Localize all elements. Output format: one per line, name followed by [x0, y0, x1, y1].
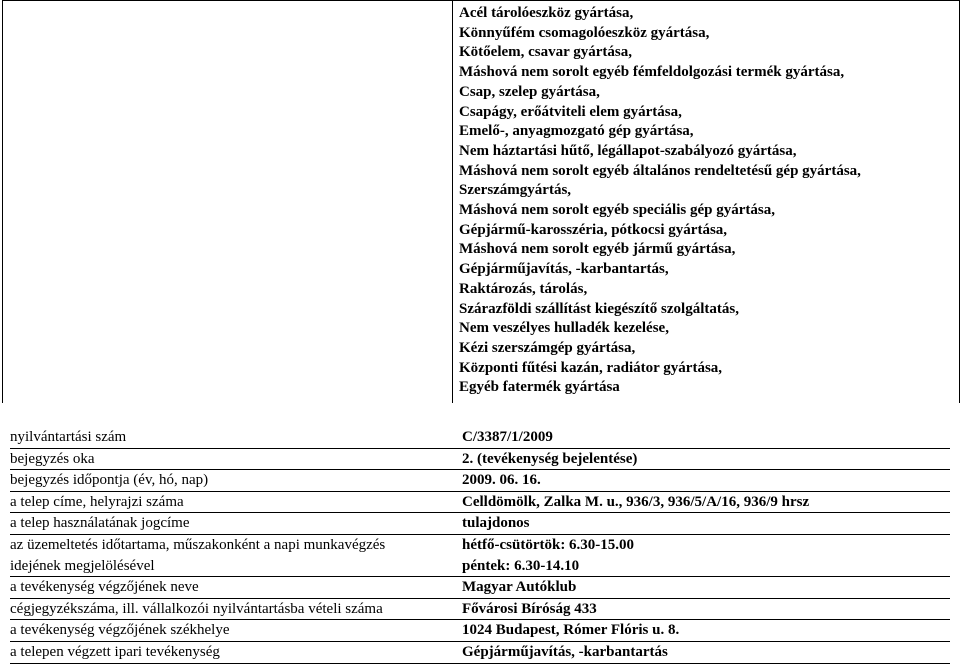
activity-item: Máshová nem sorolt egyéb általános rendeltetésű gép gyártása, [459, 162, 861, 179]
industrial-activity-value: Gépjárműjavítás, -karbantartás [459, 641, 950, 663]
activity-item: Szerszámgyártás, [459, 182, 572, 199]
company-reg-no-value: Fővárosi Bíróság 433 [459, 598, 950, 620]
activity-item: Kézi szerszámgép gyártása, [459, 339, 636, 356]
site-title-value: tulajdonos [459, 513, 950, 535]
registration-number-label: nyilvántartási szám [10, 427, 459, 448]
activity-item: Egyéb fatermék gyártása [459, 379, 620, 396]
operating-hours-label-line1: az üzemeltetés időtartama, műszakonként a napi munkavégzés [10, 536, 386, 553]
activity-item: Központi fűtési kazán, radiátor gyártása, [459, 359, 723, 376]
registry-row-site-title [10, 513, 950, 535]
activity-item: Raktározás, tárolás, [459, 280, 588, 297]
activity-item: Acél tárolóeszköz gyártása, [459, 5, 634, 21]
site-title-label: a telep használatának jogcíme [10, 513, 459, 535]
activity-table [2, 0, 960, 403]
registration-number-value: C/3387/1/2009 [459, 427, 950, 448]
operating-hours-value-line1: hétfő-csütörtök: 6.30-15.00 [462, 536, 635, 553]
activity-item: Könnyűfém csomagolóeszköz gyártása, [459, 24, 710, 41]
activity-item: Máshová nem sorolt egyéb jármű gyártása, [459, 241, 736, 258]
registry-row-operating-hours [10, 534, 950, 555]
activity-item: Máshová nem sorolt egyéb speciális gép gyártása, [459, 202, 775, 219]
registry-row-operator-seat [10, 620, 950, 642]
activity-item: Gépjármű-karosszéria, pótkocsi gyártása, [459, 221, 728, 238]
registry-row-site-address [10, 491, 950, 513]
entry-reason-value: 2. (tevékenység bejelentése) [459, 448, 950, 470]
entry-reason-label: bejegyzés oka [10, 448, 459, 470]
site-address-label: a telep címe, helyrajzi száma [10, 491, 459, 513]
registry-row-operating-hours-cont [10, 556, 950, 577]
operator-name-value: Magyar Autóklub [459, 577, 950, 599]
activity-label-cell [3, 1, 453, 403]
operator-name-label: a tevékenység végzőjének neve [10, 577, 459, 599]
entry-date-value: 2009. 06. 16. [459, 470, 950, 492]
site-address-value: Celldömölk, Zalka M. u., 936/3, 936/5/A/16, 936/9 hrsz [459, 491, 950, 513]
registry-row-operator-name [10, 577, 950, 599]
operator-seat-value: 1024 Budapest, Rómer Flóris u. 8. [459, 620, 950, 642]
activity-item: Emelő-, anyagmozgató gép gyártása, [459, 123, 694, 140]
activity-item: Csap, szelep gyártása, [459, 83, 600, 100]
operator-seat-label: a tevékenység végzőjének székhelye [10, 620, 459, 642]
activity-item: Gépjárműjavítás, -karbantartás, [459, 261, 669, 278]
activity-item: Máshová nem sorolt egyéb fémfeldolgozási termék gyártása, [459, 64, 845, 81]
entry-date-label: bejegyzés időpontja (év, hó, nap) [10, 470, 459, 492]
registry-row-company-reg-no [10, 598, 950, 620]
activity-item: Szárazföldi szállítást kiegészítő szolgáltatás, [459, 300, 739, 317]
registry-table [10, 427, 950, 664]
activity-item: Kötőelem, csavar gyártása, [459, 44, 633, 61]
registry-row-registration-number [10, 427, 950, 448]
activity-item: Csapágy, erőátviteli elem gyártása, [459, 103, 682, 120]
activity-item: Nem háztartási hűtő, légállapot-szabályozó gyártása, [459, 142, 797, 159]
registry-row-entry-date [10, 470, 950, 492]
operating-hours-label-line2: idejének megjelölésével [10, 556, 459, 577]
registry-row-industrial-activity [10, 641, 950, 663]
registry-row-entry-reason [10, 448, 950, 470]
activity-item: Nem veszélyes hulladék kezelése, [459, 320, 669, 337]
company-reg-no-label: cégjegyzékszáma, ill. vállalkozói nyilvántartásba vételi száma [10, 598, 459, 620]
activity-list [459, 4, 861, 398]
operating-hours-value-line2: péntek: 6.30-14.10 [459, 556, 950, 577]
industrial-activity-label: a telepen végzett ipari tevékenység [10, 641, 459, 663]
